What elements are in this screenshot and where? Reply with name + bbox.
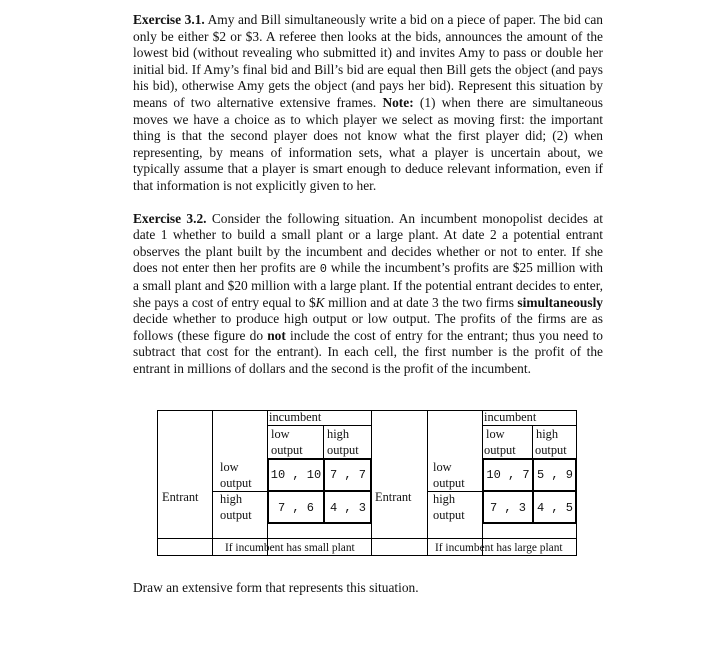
large-plant-caption: If incumbent has large plant xyxy=(435,542,563,554)
closing-instruction: Draw an extensive form that represents this situation. xyxy=(133,580,419,595)
large-incumbent-label: incumbent xyxy=(484,410,537,424)
large-col-high-output: output xyxy=(535,443,567,457)
large-payoff-low-low: 10 , 7 xyxy=(486,468,530,482)
large-payoff-high-low: 7 , 3 xyxy=(489,501,526,515)
small-col-high: high xyxy=(327,427,350,441)
large-row-low-output: output xyxy=(433,476,465,490)
exercise-3-2: Exercise 3.2. Consider the following situation. An incumbent monopolist decides at date 1 whether to build a small plant or a large plant. At date 2 a potential entrant observes the plant built by the incumbent and decides whether or not to enter. If she does not enter then her profits are 0 while the incumbent’s profits are $25 million with a small plant and $20 million with a large plant. If the potential entrant decides to enter, she pays a cost of entry equal to $K million and at date 3 the two firms simultaneously decide whether to produce high output or low output. The profits of the firms are as follows (these figure do not include the cost of entry for the entrant; thus you need to subtract that cost for the entrant). In each cell, the first number is the profit of the entrant in millions of dollars and the second is the profit of the incumbent. xyxy=(133,210,604,376)
large-col-low: low xyxy=(486,427,505,441)
large-entrant-label: Entrant xyxy=(375,490,412,504)
exercise-3-2-title: Exercise 3.2. xyxy=(133,210,207,226)
small-plant-caption: If incumbent has small plant xyxy=(225,542,355,554)
large-row-high-output: output xyxy=(433,508,465,522)
small-col-high-output: output xyxy=(327,443,359,457)
small-payoff-low-low: 10 , 10 xyxy=(270,468,322,482)
large-payoff-high-high: 4 , 5 xyxy=(536,501,573,515)
exercise-3-1-title: Exercise 3.1. xyxy=(133,12,205,27)
small-payoff-high-high: 4 , 3 xyxy=(329,501,366,515)
small-col-low: low xyxy=(271,427,290,441)
large-row-low: low xyxy=(433,460,452,474)
note-label: Note: xyxy=(382,94,414,110)
small-payoff-high-low: 7 , 6 xyxy=(277,501,314,515)
small-row-high-output: output xyxy=(220,508,252,522)
large-col-high: high xyxy=(536,427,559,441)
exercise-3-1: Exercise 3.1. Amy and Bill simultaneously write a bid on a piece of paper. The bid can only be either $2 or $3. A referee then looks at the bids, announces the amount of the lowest bid (without revealing who submitted it) and invites Amy to pass or double her initial bid. If Amy’s final bid and Bill’s bid are equal then Bill gets the object (and pays his bid), otherwise Amy gets the object (and pays her bid). Represent this situation by means of two alternative extensive frames. Note: (1) when there are simultaneous moves we have a choice as to which player we select as moving first: the important thing is that the second player does not know what the first player did; (2) when representing, by means of information sets, what a player is uncertain about, we typically assume that a player is smart enough to deduce relevant information, even if that information is not explicitly given to her. xyxy=(133,12,604,193)
large-row-high: high xyxy=(433,492,456,506)
large-col-low-output: output xyxy=(484,443,516,457)
large-payoff-low-high: 5 , 9 xyxy=(536,468,573,482)
small-payoff-low-high: 7 , 7 xyxy=(329,468,366,482)
small-row-high: high xyxy=(220,492,243,506)
small-row-low: low xyxy=(220,460,239,474)
small-entrant-label: Entrant xyxy=(162,490,199,504)
payoff-tables xyxy=(157,410,577,556)
small-incumbent-label: incumbent xyxy=(269,410,322,424)
small-row-low-output: output xyxy=(220,476,252,490)
document-body xyxy=(133,12,603,377)
small-col-low-output: output xyxy=(271,443,303,457)
